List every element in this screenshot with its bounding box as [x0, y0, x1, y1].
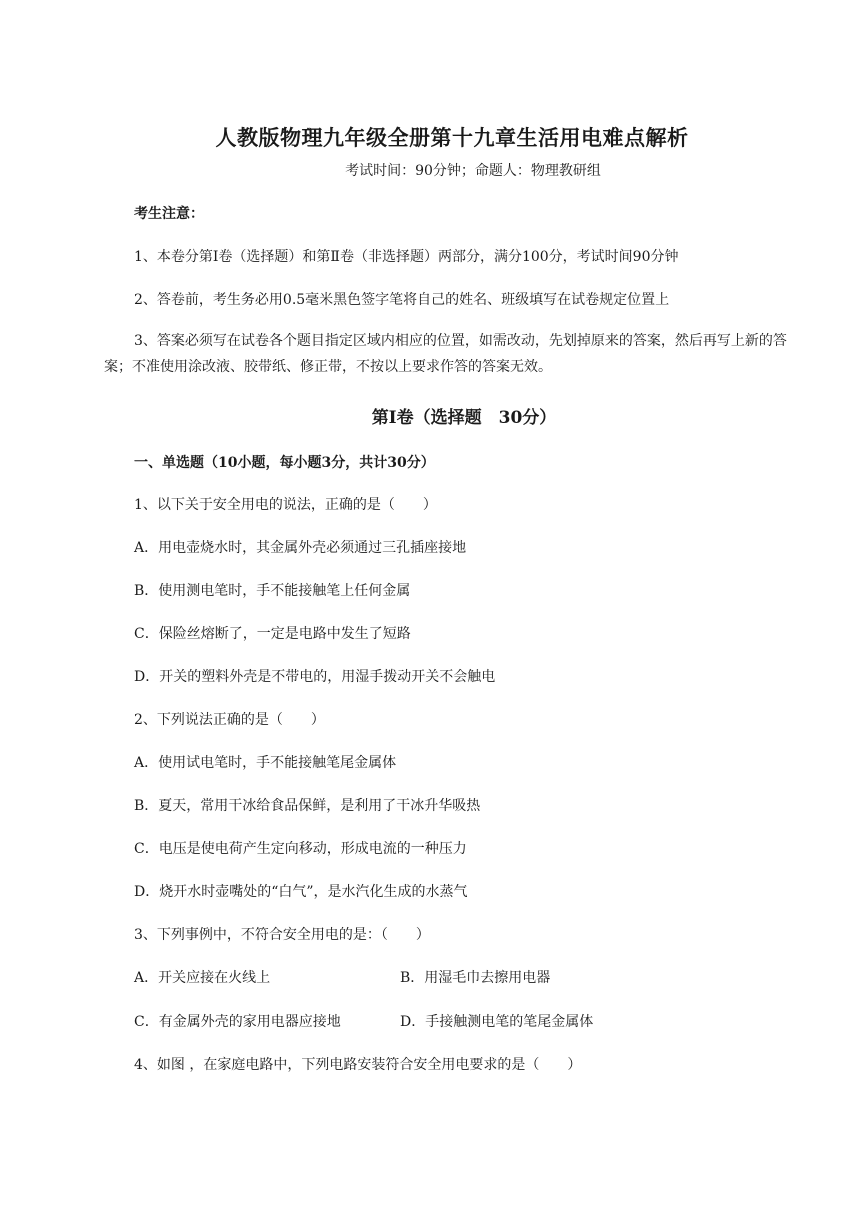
- question-option: D．开关的塑料外壳是不带电的，用湿手拨动开关不会触电: [134, 669, 496, 685]
- question-option: B．使用测电笔时，手不能接触笔上任何金属: [134, 583, 411, 599]
- question-option: A．使用试电笔时，手不能接触笔尾金属体: [134, 755, 397, 771]
- question-option: D．烧开水时壶嘴处的“白气”，是水汽化生成的水蒸气: [134, 884, 468, 900]
- question-stem: 4、如图 ，在家庭电路中，下列电路安装符合安全用电要求的是（ ）: [134, 1057, 582, 1073]
- question-option: A．用电壶烧水时，其金属外壳必须通过三孔插座接地: [134, 540, 467, 556]
- page-title: 人教版物理九年级全册第十九章生活用电难点解析: [215, 125, 689, 150]
- notice-heading: 考生注意：: [134, 206, 204, 222]
- question-option: B．夏天，常用干冰给食品保鲜，是利用了干冰升华吸热: [134, 798, 481, 814]
- notice-item: 2、答卷前，考生务必用0.5毫米黑色签字笔将自己的姓名、班级填写在试卷规定位置上: [134, 292, 670, 308]
- question-option: C．有金属外壳的家用电器应接地: [134, 1014, 341, 1030]
- question-stem: 2、下列说法正确的是（ ）: [134, 712, 325, 728]
- question-option: D．手接触测电笔的笔尾金属体: [400, 1014, 594, 1030]
- notice-item: 1、本卷分第I卷（选择题）和第Ⅱ卷（非选择题）两部分，满分100分，考试时间90分钟: [134, 249, 679, 265]
- question-stem: 3、下列事例中，不符合安全用电的是：（ ）: [134, 927, 430, 943]
- exam-subtitle: 考试时间：90分钟；命题人：物理教研组: [345, 163, 601, 179]
- question-option: B．用湿毛巾去擦用电器: [400, 970, 551, 986]
- notice-item: 3、答案必须写在试卷各个题目指定区域内相应的位置，如需改动，先划掉原来的答案，然后再写上新的答案；不准使用涂改液、胶带纸、修正带，不按以上要求作答的答案无效。: [104, 333, 787, 375]
- question-option: C．电压是使电荷产生定向移动，形成电流的一种压力: [134, 841, 467, 857]
- question-stem: 1、以下关于安全用电的说法，正确的是（ ）: [134, 497, 437, 513]
- question-option: A．开关应接在火线上: [134, 970, 271, 986]
- question-option: C．保险丝熔断了，一定是电路中发生了短路: [134, 626, 411, 642]
- part-heading: 一、单选题（10小题，每小题3分，共计30分）: [134, 455, 435, 471]
- section-title: 第I卷（选择题 30分）: [371, 408, 557, 428]
